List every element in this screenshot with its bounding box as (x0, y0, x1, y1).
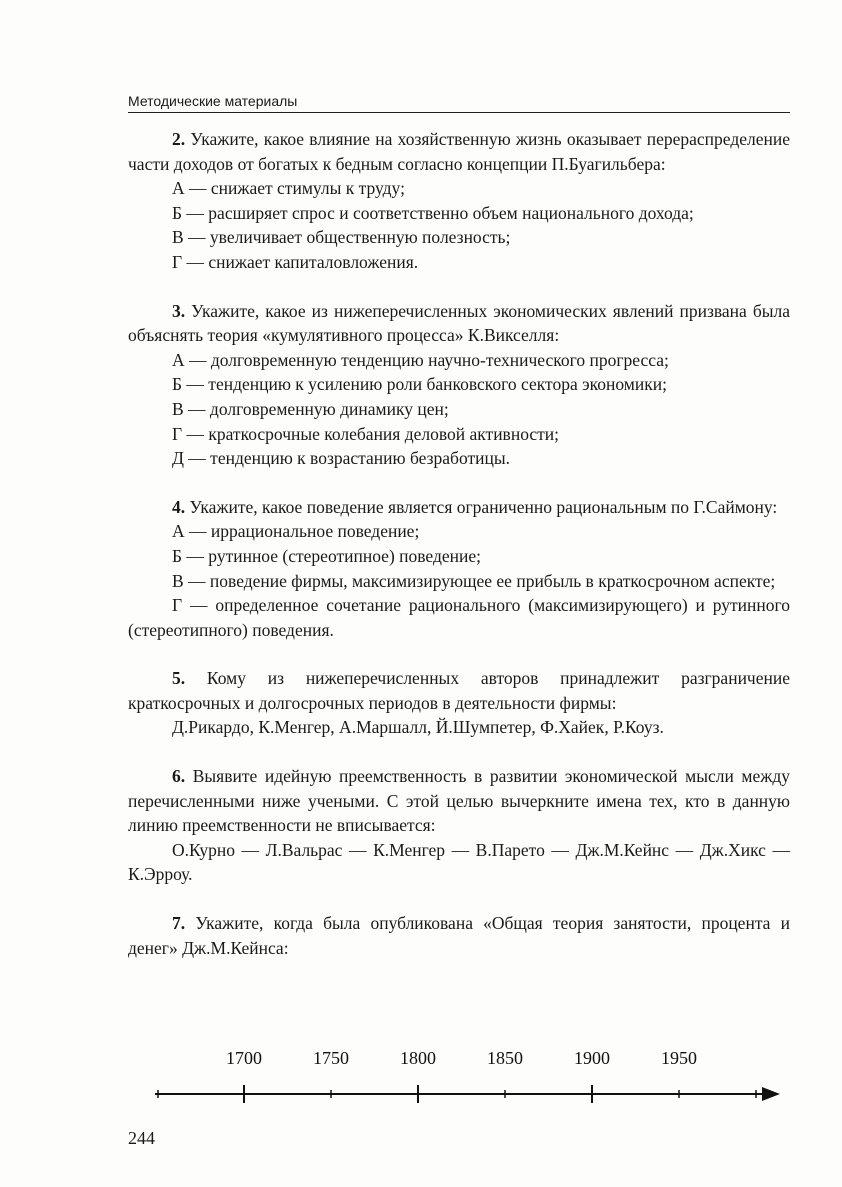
question-2 (128, 127, 790, 275)
question-number: 6. (172, 766, 186, 787)
question-4 (128, 495, 790, 643)
answer-option: А — долговременную тенденцию научно-технического прогресса; (172, 349, 669, 370)
answer-option: Д — тенденцию к возрастанию безработицы. (172, 448, 510, 469)
question-stem: Кому из нижеперечисленных авторов принадлежит разграничение краткосрочных и долгосрочных периодов в деятельности фирмы: (128, 668, 790, 713)
timeline-axis (150, 1040, 790, 1110)
question-stem: Выявите идейную преемственность в развитии экономической мысли между перечисленными ниже учеными. С этой целью вычеркните имена тех, кто в данную линию преемственности не вписывается: (128, 766, 791, 836)
answer-option: А — иррациональное поведение; (172, 521, 420, 542)
answer-option: Д.Рикардо, К.Менгер, А.Маршалл, Й.Шумпетер, Ф.Хайек, Р.Коуз. (172, 717, 664, 738)
questions-list (128, 127, 790, 984)
question-number: 4. (172, 496, 186, 517)
timeline-label: 1950 (661, 1048, 697, 1068)
question-3 (128, 299, 790, 471)
page-number: 244 (128, 1128, 155, 1148)
answer-option: О.Курно — Л.Вальрас — К.Менгер — В.Парето — Дж.М.Кейнс — Дж.Хикс — К.Эрроу. (128, 839, 790, 885)
question-6 (128, 764, 790, 887)
question-stem: Укажите, когда была опубликована «Общая теория занятости, процента и денег» Дж.М.Кейнса: (128, 913, 790, 958)
timeline-label: 1700 (226, 1048, 262, 1068)
running-header: Методические материалы (128, 93, 790, 113)
answer-option: В — поведение фирмы, максимизирующее ее прибыль в краткосрочном аспекте; (172, 570, 776, 591)
answer-option: В — увеличивает общественную полезность; (172, 227, 511, 248)
question-number: 7. (172, 913, 186, 934)
question-7 (128, 911, 790, 960)
timeline-label: 1850 (487, 1048, 523, 1068)
question-number: 2. (172, 129, 186, 149)
arrow-head-icon (762, 1087, 780, 1101)
question-stem: Укажите, какое поведение является ограниченно рациональным по Г.Саймону: (189, 496, 778, 517)
question-stem: Укажите, какое влияние на хозяйственную жизнь оказывает перераспределение части доходов от богатых к бедным согласно концепции П.Буагильбера: (128, 129, 791, 174)
answer-option: Г — определенное сочетание рационального (максимизирующего) и рутинного (стереотипного) поведения. (128, 595, 790, 640)
question-5 (128, 666, 790, 740)
answer-option: Б — тенденцию к усилению роли банковского сектора экономики; (172, 374, 667, 395)
answer-option: Г — снижает капиталовложения. (172, 251, 419, 272)
timeline-label: 1800 (400, 1048, 436, 1068)
answer-option: Г — краткосрочные колебания деловой активности; (172, 423, 560, 444)
answer-option: Б — рутинное (стереотипное) поведение; (172, 545, 481, 566)
question-number: 5. (172, 668, 186, 689)
question-number: 3. (172, 300, 186, 321)
question-stem: Укажите, какое из нижеперечисленных экономических явлений призвана была объяснять теория «кумулятивного процесса» К.Викселля: (128, 300, 790, 346)
answer-option: А — снижает стимулы к труду; (172, 178, 405, 199)
timeline-label: 1900 (574, 1048, 610, 1068)
answer-option: В — долговременную динамику цен; (172, 398, 449, 419)
answer-option: Б — расширяет спрос и соответственно объем национального дохода; (172, 202, 694, 223)
timeline-label: 1750 (313, 1048, 349, 1068)
